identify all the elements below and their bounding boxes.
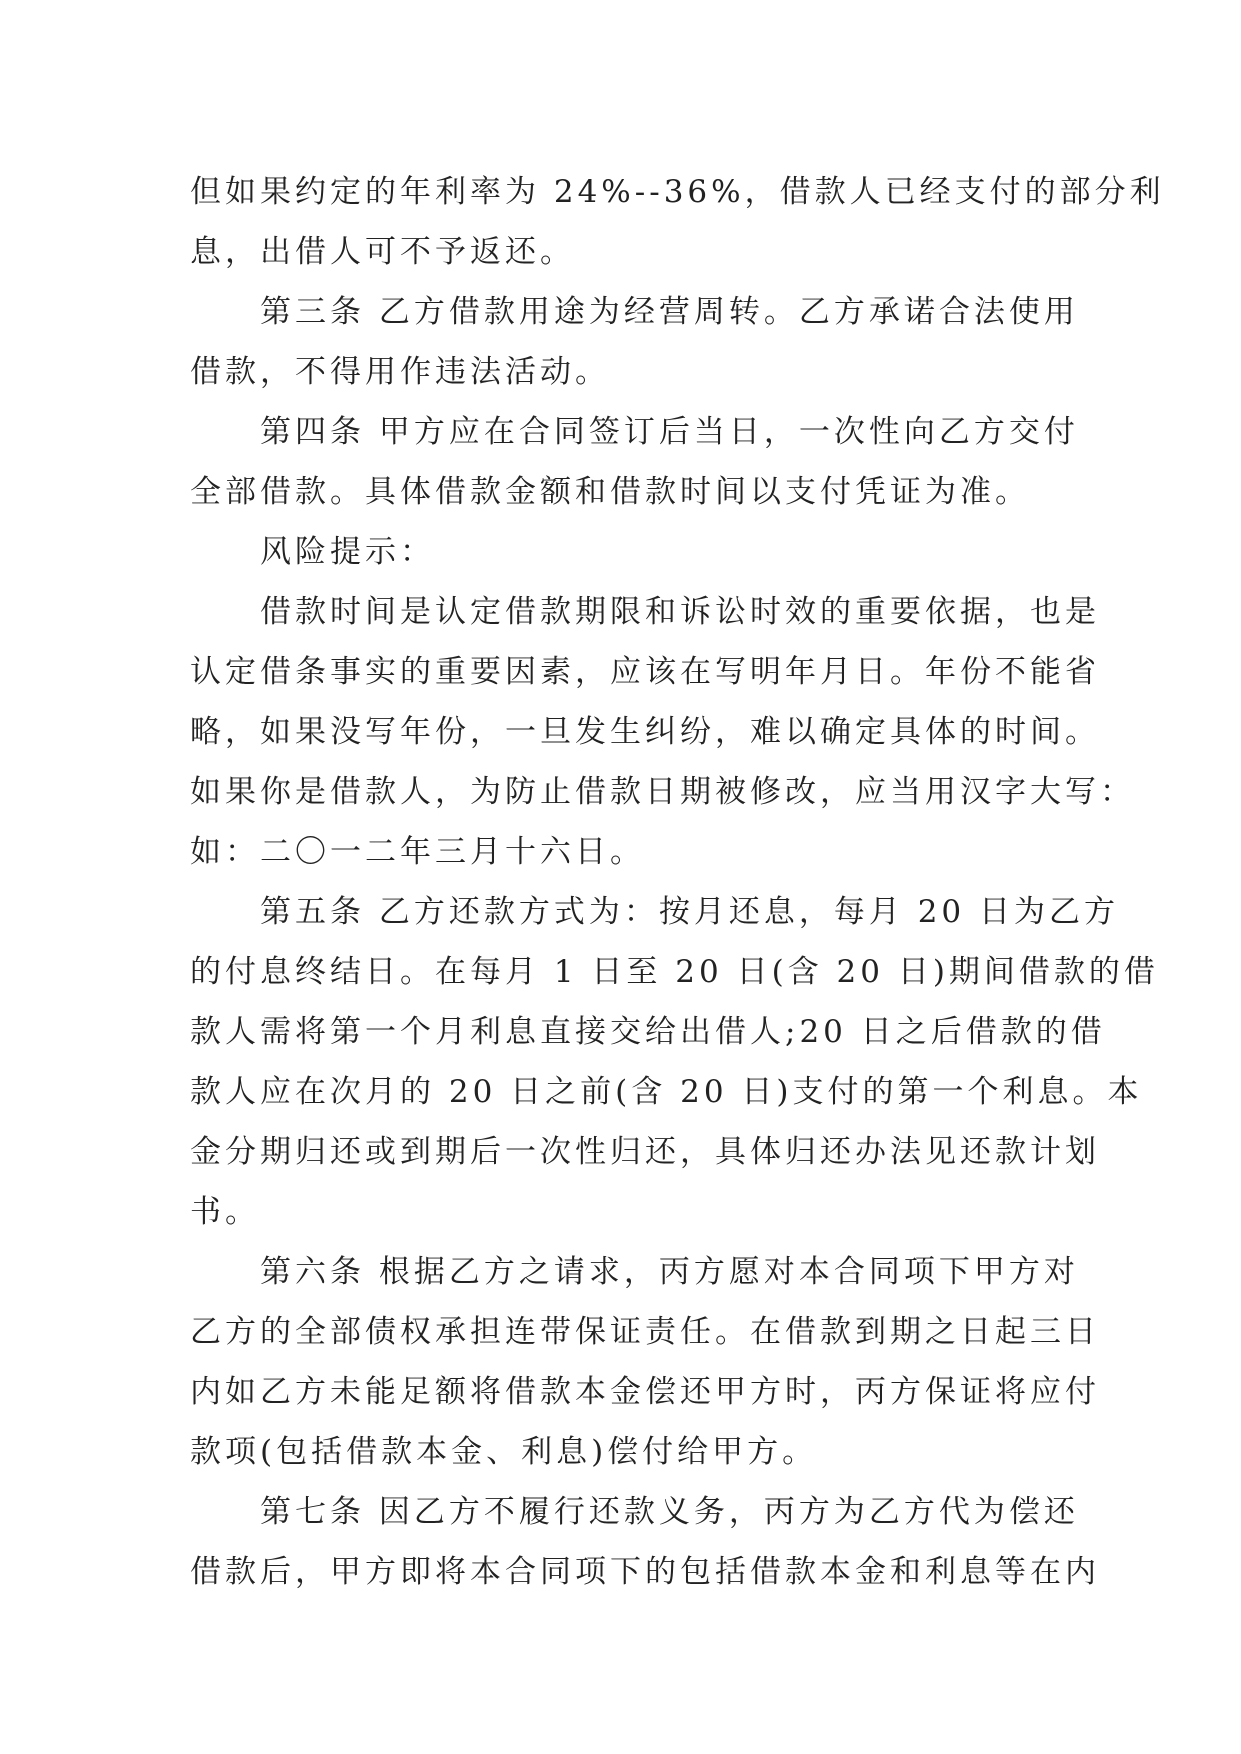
text-line: 借款时间是认定借款期限和诉讼时效的重要依据，也是 xyxy=(260,594,1100,630)
text-line: 如果你是借款人，为防止借款日期被修改，应当用汉字大写： xyxy=(190,774,1135,810)
text-line: 款项(包括借款本金、利息)偿付给甲方。 xyxy=(190,1434,818,1470)
text-line: 借款，不得用作违法活动。 xyxy=(190,354,610,390)
text-line: 借款后，甲方即将本合同项下的包括借款本金和利息等在内 xyxy=(190,1554,1100,1590)
article-4-heading-line: 第四条 甲方应在合同签订后当日，一次性向乙方交付 xyxy=(260,414,1079,450)
text-line: 书。 xyxy=(190,1194,260,1230)
article-6-heading-line: 第六条 根据乙方之请求，丙方愿对本合同项下甲方对 xyxy=(260,1254,1079,1290)
article-7-heading-line: 第七条 因乙方不履行还款义务，丙方为乙方代为偿还 xyxy=(260,1494,1079,1530)
text-line: 全部借款。具体借款金额和借款时间以支付凭证为准。 xyxy=(190,474,1030,510)
document-body xyxy=(190,162,1165,1602)
text-line: 息，出借人可不予返还。 xyxy=(190,234,575,270)
text-line: 金分期归还或到期后一次性归还，具体归还办法见还款计划 xyxy=(190,1134,1100,1170)
text-line: 款人应在次月的 20 日之前(含 20 日)支付的第一个利息。本 xyxy=(190,1074,1143,1110)
text-line: 如：二〇一二年三月十六日。 xyxy=(190,834,645,870)
article-3-heading-line: 第三条 乙方借款用途为经营周转。乙方承诺合法使用 xyxy=(260,294,1079,330)
risk-notice-heading: 风险提示： xyxy=(260,534,435,570)
text-line: 乙方的全部债权承担连带保证责任。在借款到期之日起三日 xyxy=(190,1314,1100,1350)
text-line: 的付息终结日。在每月 1 日至 20 日(含 20 日)期间借款的借 xyxy=(190,954,1159,990)
article-5-heading-line: 第五条 乙方还款方式为：按月还息，每月 20 日为乙方 xyxy=(260,894,1120,930)
text-line: 略，如果没写年份，一旦发生纠纷，难以确定具体的时间。 xyxy=(190,714,1100,750)
text-line: 内如乙方未能足额将借款本金偿还甲方时，丙方保证将应付 xyxy=(190,1374,1100,1410)
text-line: 认定借条事实的重要因素，应该在写明年月日。年份不能省 xyxy=(190,654,1100,690)
text-line: 但如果约定的年利率为 24%--36%，借款人已经支付的部分利 xyxy=(190,174,1165,210)
text-line: 款人需将第一个月利息直接交给出借人;20 日之后借款的借 xyxy=(190,1014,1106,1050)
